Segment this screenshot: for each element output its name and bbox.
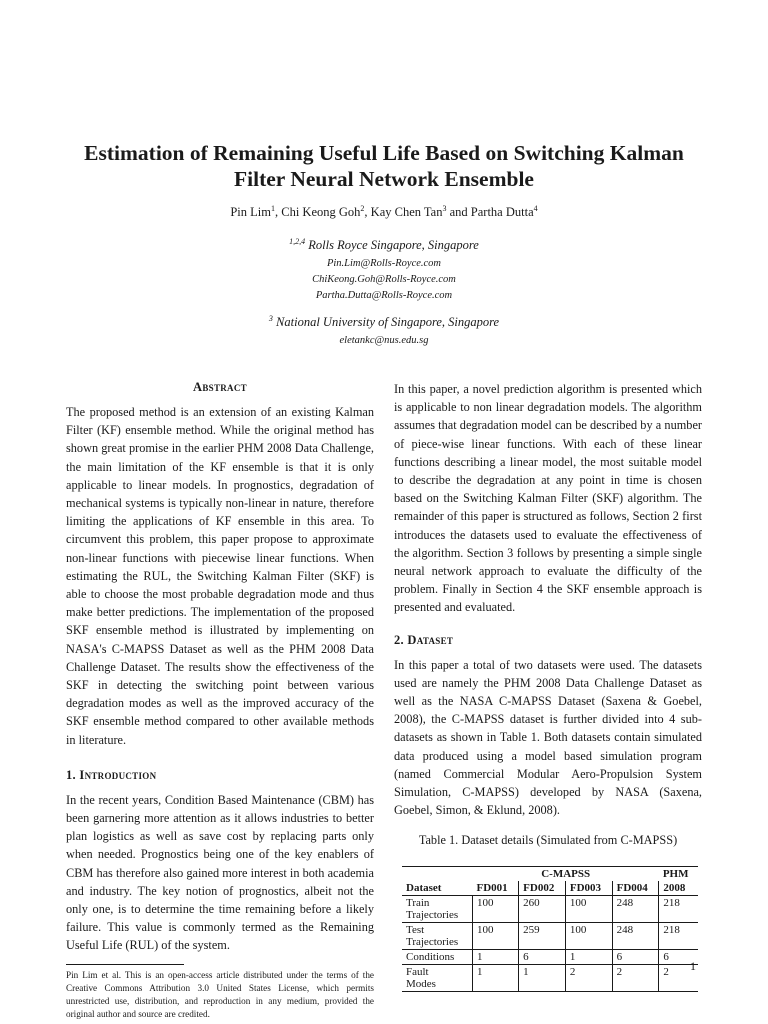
author-sep: , — [364, 205, 371, 219]
author-sep: , — [275, 205, 282, 219]
author-name: Kay Chen Tan — [370, 205, 443, 219]
paper-title — [60, 140, 708, 192]
affiliation-1-email-3: Partha.Dutta@Rolls-Royce.com — [315, 290, 453, 301]
table-header-row-1 — [402, 867, 698, 882]
table-row — [402, 950, 698, 965]
author-name: Chi Keong Goh — [281, 205, 361, 219]
affiliation-2 — [60, 315, 708, 349]
author-sup: 2 — [360, 203, 365, 213]
table-header-fd001: FD001 — [476, 882, 508, 895]
left-column — [66, 380, 374, 1021]
table-cell: 100 — [473, 923, 519, 950]
dataset-text: In this paper a total of two datasets were used. The datasets used are namely the PHM 2008 Data Challenge Dataset as well as the NASA C-MAPSS Dataset (Saxena & Goebel, 2008), the C-MAPSS dataset is further divided into 4 sub-datasets as shown in Table 1. Both datasets contain simulated data produced using a model based simulation program (named Commercial Modular Aero-Propulsion System Simulation, C-MAPSS) developed by NASA (Saxena, Goebel, Simon, & Eklund, 2008). — [394, 657, 702, 818]
author-sup: 1 — [271, 203, 275, 213]
abstract-heading: Abstract — [193, 380, 247, 394]
affiliation-2-name-line — [60, 315, 708, 330]
affiliation-2-email: eletankc@nus.edu.sg — [339, 335, 429, 346]
table-row — [402, 965, 698, 992]
dataset-table — [402, 866, 698, 992]
title-line-2: Filter Neural Network Ensemble — [234, 167, 534, 191]
affiliation-1-name-line — [60, 238, 708, 253]
dataset-heading: 2. Dataset — [394, 632, 454, 647]
table-header-phm: PHM — [659, 867, 698, 882]
table-header-dataset: Dataset — [406, 882, 442, 895]
intro-continuation-text: In this paper, a novel prediction algorithm is presented which is applicable to non linear degradation models. The algorithm assumes that degradation model can be described by a number of piece-wise linear functions. With each of these linear functions describing a linear model, the most suitable model to describe the degradation at any point in time is chosen based on the Switching Kalman Filter (SKF) algorithm. The remainder of this paper is structured as follows, Section 2 first introduces the datasets used to evaluate the effectiveness of the algorithm. Section 3 follows by presenting a simple single neural network approach to evaluate the difficulty of the problem. Finally in Section 4 the SKF ensemble approach is presented and evaluated. — [394, 382, 702, 615]
affiliation-2-sup: 3 — [268, 313, 273, 323]
page-number: 1 — [690, 959, 696, 973]
table-cell: 100 — [565, 896, 612, 923]
table-cell: 1 — [473, 950, 519, 965]
table-header-row-2 — [402, 881, 698, 896]
table-cell: 1 — [565, 950, 612, 965]
table-caption: Table 1. Dataset details (Simulated from C-MAPSS) — [418, 833, 678, 848]
introduction-text: In the recent years, Condition Based Maintenance (CBM) has been garnering more attention as it allows industries to better plan logistics as well as save cost by replacing parts only when needed. Prognostics being one of the key enablers of CBM has therefore also gained more interest in both academia and industry. The key notion of prognostics, albeit not the only one, is to determine the time remaining before a likely failure. This value is commonly termed as the Remaining Useful Life (RUL) of the system. — [66, 792, 374, 953]
footnote-text: Pin Lim et al. This is an open-access article distributed under the terms of the Creative Commons Attribution 3.0 United States License, which permits unrestricted use, distribution, and reproduction in any medium, provided the original author and source are credited. — [66, 969, 374, 1019]
title-line-1: Estimation of Remaining Useful Life Based on Switching Kalman — [84, 141, 684, 165]
table-cell: 6 — [612, 950, 659, 965]
table-cell: 1 — [473, 965, 519, 992]
author-sep: and — [446, 205, 471, 219]
table-row — [402, 896, 698, 923]
table-row-label: Conditions — [402, 950, 473, 965]
affiliation-1-email-1: Pin.Lim@Rolls-Royce.com — [326, 258, 442, 269]
affiliation-1-email-2: ChiKeong.Goh@Rolls-Royce.com — [312, 274, 456, 285]
table-header-fd004: FD004 — [612, 881, 659, 896]
footnote-rule — [66, 964, 184, 965]
table-cell: 218 — [659, 923, 698, 950]
table-row-label: Test Trajectories — [402, 923, 473, 950]
author-sup: 4 — [533, 203, 538, 213]
author-name: Partha Dutta — [470, 205, 534, 219]
table-cell: 6 — [519, 950, 566, 965]
affiliation-1 — [60, 238, 708, 304]
table-header-fd002: FD002 — [519, 881, 566, 896]
table-cell: 100 — [565, 923, 612, 950]
table-row — [402, 923, 698, 950]
table-cell: 2 — [565, 965, 612, 992]
table-cell: 1 — [519, 965, 566, 992]
table-cell: 248 — [612, 896, 659, 923]
abstract-text: The proposed method is an extension of an existing Kalman Filter (KF) ensemble method. While the original method has shown great promise in the earlier PHM 2008 Data Challenge, the main limitation of the KF ensemble is that it is only applicable to linear models. In prognostics, degradation of mechanical systems is typically non-linear in nature, therefore limiting the applications of KF ensemble in this area. To circumvent this problem, this paper propose to approximate non-linear functions with piecewise linear functions. When estimating the RUL, the Switching Kalman Filter (SKF) is able to choose the most probable degradation mode and thus make better predictions. The implementation of the proposed SKF ensemble method is illustrated by implementing on NASA's C-MAPSS Dataset as well as the PHM 2008 Data Challenge Dataset. The results show the effectiveness of the SKF in detecting the switching point between various degradation modes as well as the improved accuracy of the SKF ensemble method compared to other available methods in literature. — [66, 405, 374, 747]
right-column — [394, 380, 702, 992]
table-cell: 6 — [659, 950, 698, 965]
table-cell: 248 — [612, 923, 659, 950]
table-header-cmapss: C-MAPSS — [473, 867, 659, 882]
table-header-phm-year: 2008 — [659, 881, 698, 896]
author-list — [60, 205, 708, 220]
introduction-heading: 1. Introduction — [66, 767, 157, 782]
affiliation-2-name: National University of Singapore, Singapore — [276, 315, 500, 329]
table-cell: 218 — [659, 896, 698, 923]
affiliation-1-name: Rolls Royce Singapore, Singapore — [308, 238, 479, 252]
table-cell: 260 — [519, 896, 566, 923]
table-header-blank — [402, 867, 473, 882]
affiliation-1-sup: 1,2,4 — [289, 236, 306, 246]
table-header-fd003: FD003 — [565, 881, 612, 896]
table-cell: 2 — [612, 965, 659, 992]
author-sup: 3 — [442, 203, 447, 213]
author-name: Pin Lim — [230, 205, 271, 219]
table-row-label: Train Trajectories — [402, 896, 473, 923]
table-row-label: Fault Modes — [402, 965, 473, 992]
table-cell: 2 — [659, 965, 698, 992]
table-cell: 259 — [519, 923, 566, 950]
table-cell: 100 — [473, 896, 519, 923]
